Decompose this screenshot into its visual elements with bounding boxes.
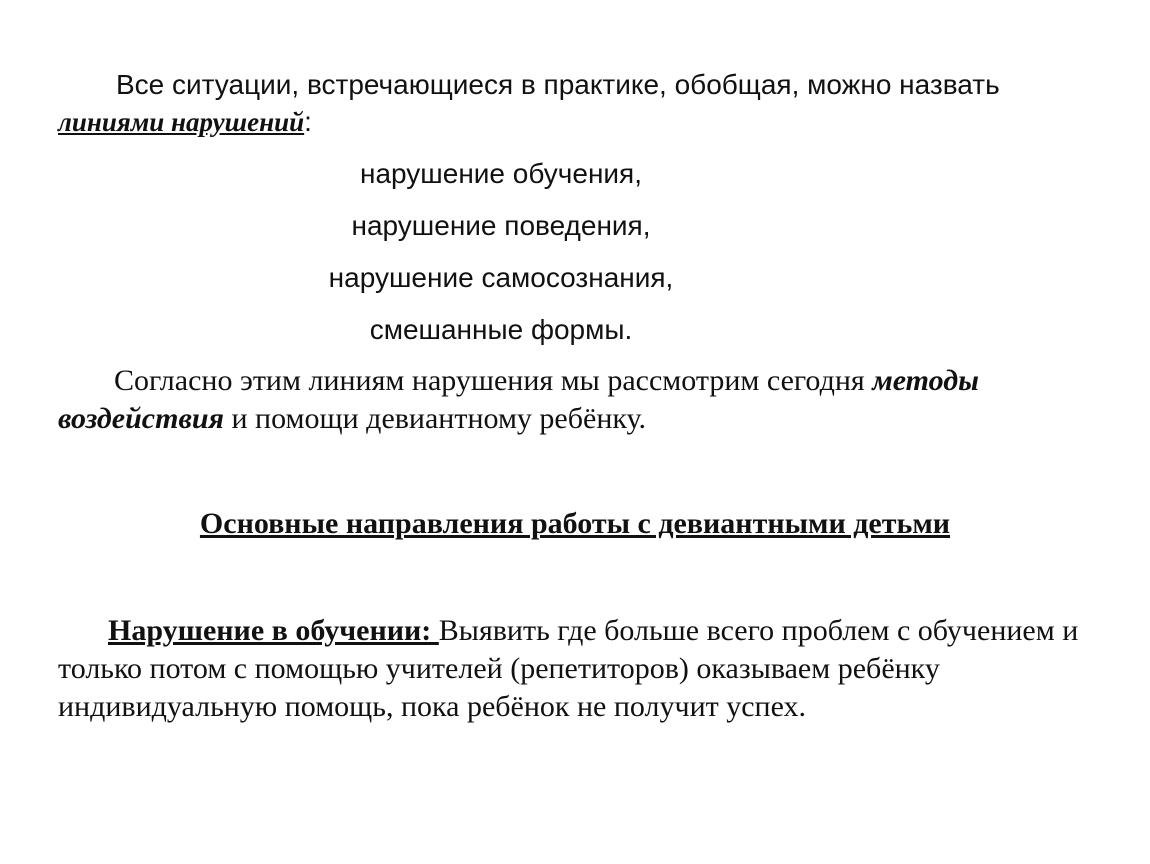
- violation-item-behavior: нарушение поведения,: [351, 210, 651, 241]
- section-heading: Основные направления работы с девиантными детьми: [199, 507, 951, 540]
- intro-paragraph: [58, 66, 1098, 141]
- violation-item-self-awareness: нарушение самосознания,: [328, 262, 674, 293]
- methods-text-end: и помощи девиантному ребёнку.: [224, 402, 647, 435]
- learning-paragraph: [58, 612, 1098, 726]
- methods-paragraph: [58, 362, 1098, 438]
- intro-text: Все ситуации, встречающиеся в практике, обобщая, можно назвать: [116, 69, 1000, 100]
- violation-item-mixed: смешанные формы.: [369, 314, 633, 345]
- term-violation-lines: линиями нарушений: [58, 107, 305, 137]
- intro-colon: :: [304, 106, 312, 137]
- learning-text: Выявить где больше всего проблем с обучением и только потом с помощью учителей (репетиторов) оказываем ребёнку индивидуальную помощь, пока ребёнок не получит успех.: [58, 614, 1079, 723]
- violation-item-learning: нарушение обучения,: [360, 158, 642, 189]
- methods-text: Согласно этим линиям нарушения мы рассмотрим сегодня: [114, 364, 873, 397]
- methods-emphasis: методы воздействия: [58, 364, 979, 435]
- learning-label: Нарушение в обучении:: [108, 614, 439, 647]
